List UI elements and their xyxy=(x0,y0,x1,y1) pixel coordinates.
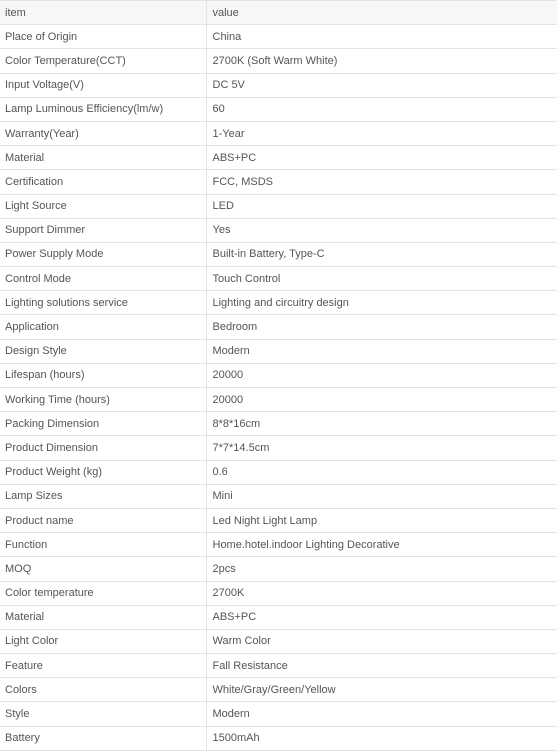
row-value-cell: Mini xyxy=(206,484,557,508)
row-item-cell: Support Dimmer xyxy=(0,218,206,242)
row-item-cell: Material xyxy=(0,605,206,629)
table-row xyxy=(0,605,557,629)
row-value-cell: Modern xyxy=(206,702,557,726)
row-value-cell: 2700K (Soft Warm White) xyxy=(206,49,557,73)
row-value-cell: DC 5V xyxy=(206,73,557,97)
column-header-value: value xyxy=(206,1,557,25)
row-value-cell: 2pcs xyxy=(206,557,557,581)
row-value-cell: LED xyxy=(206,194,557,218)
row-value-cell: ABS+PC xyxy=(206,146,557,170)
row-item-cell: Battery xyxy=(0,726,206,750)
row-item-cell: Input Voltage(V) xyxy=(0,73,206,97)
row-value-cell: 8*8*16cm xyxy=(206,412,557,436)
row-value-cell: ABS+PC xyxy=(206,605,557,629)
row-item-cell: Material xyxy=(0,146,206,170)
row-item-cell: Lamp Sizes xyxy=(0,484,206,508)
row-item-cell: Warranty(Year) xyxy=(0,121,206,145)
row-value-cell: Led Night Light Lamp xyxy=(206,508,557,532)
table-row xyxy=(0,484,557,508)
row-item-cell: Lighting solutions service xyxy=(0,291,206,315)
row-item-cell: Light Source xyxy=(0,194,206,218)
row-value-cell: 1500mAh xyxy=(206,726,557,750)
row-item-cell: Control Mode xyxy=(0,267,206,291)
column-header-item: item xyxy=(0,1,206,25)
row-item-cell: Feature xyxy=(0,654,206,678)
table-row xyxy=(0,533,557,557)
row-item-cell: Product name xyxy=(0,508,206,532)
table-row xyxy=(0,460,557,484)
row-item-cell: Color temperature xyxy=(0,581,206,605)
table-row xyxy=(0,654,557,678)
row-value-cell: 1-Year xyxy=(206,121,557,145)
row-item-cell: Packing Dimension xyxy=(0,412,206,436)
table-header-row xyxy=(0,1,557,25)
row-item-cell: Certification xyxy=(0,170,206,194)
table-row xyxy=(0,121,557,145)
row-value-cell: Warm Color xyxy=(206,629,557,653)
table-row xyxy=(0,412,557,436)
table-row xyxy=(0,97,557,121)
table-row xyxy=(0,436,557,460)
table-row xyxy=(0,73,557,97)
table-row xyxy=(0,581,557,605)
row-value-cell: China xyxy=(206,25,557,49)
row-item-cell: Style xyxy=(0,702,206,726)
row-value-cell: 60 xyxy=(206,97,557,121)
row-value-cell: Built-in Battery, Type-C xyxy=(206,242,557,266)
row-value-cell: Bedroom xyxy=(206,315,557,339)
table-row xyxy=(0,315,557,339)
table-row xyxy=(0,267,557,291)
table-row xyxy=(0,702,557,726)
table-row xyxy=(0,146,557,170)
table-row xyxy=(0,49,557,73)
row-item-cell: Product Dimension xyxy=(0,436,206,460)
row-value-cell: 0.6 xyxy=(206,460,557,484)
table-row xyxy=(0,339,557,363)
row-item-cell: Lifespan (hours) xyxy=(0,363,206,387)
row-value-cell: Modern xyxy=(206,339,557,363)
row-value-cell: Yes xyxy=(206,218,557,242)
row-item-cell: Design Style xyxy=(0,339,206,363)
row-value-cell: White/Gray/Green/Yellow xyxy=(206,678,557,702)
row-value-cell: 20000 xyxy=(206,388,557,412)
row-item-cell: Light Color xyxy=(0,629,206,653)
table-row xyxy=(0,557,557,581)
row-value-cell: Touch Control xyxy=(206,267,557,291)
table-row xyxy=(0,218,557,242)
row-value-cell: Home.hotel.indoor Lighting Decorative xyxy=(206,533,557,557)
table-row xyxy=(0,170,557,194)
row-value-cell: Lighting and circuitry design xyxy=(206,291,557,315)
row-item-cell: Function xyxy=(0,533,206,557)
row-value-cell: 2700K xyxy=(206,581,557,605)
row-item-cell: Colors xyxy=(0,678,206,702)
row-item-cell: Application xyxy=(0,315,206,339)
table-row xyxy=(0,291,557,315)
row-item-cell: Place of Origin xyxy=(0,25,206,49)
row-value-cell: 20000 xyxy=(206,363,557,387)
table-row xyxy=(0,242,557,266)
table-row xyxy=(0,194,557,218)
table-row xyxy=(0,25,557,49)
table-row xyxy=(0,629,557,653)
row-value-cell: Fall Resistance xyxy=(206,654,557,678)
table-body xyxy=(0,25,557,751)
row-item-cell: MOQ xyxy=(0,557,206,581)
table-row xyxy=(0,726,557,750)
row-value-cell: FCC, MSDS xyxy=(206,170,557,194)
table-row xyxy=(0,388,557,412)
row-value-cell: 7*7*14.5cm xyxy=(206,436,557,460)
row-item-cell: Lamp Luminous Efficiency(lm/w) xyxy=(0,97,206,121)
row-item-cell: Product Weight (kg) xyxy=(0,460,206,484)
row-item-cell: Power Supply Mode xyxy=(0,242,206,266)
table-row xyxy=(0,678,557,702)
row-item-cell: Color Temperature(CCT) xyxy=(0,49,206,73)
table-row xyxy=(0,363,557,387)
table-row xyxy=(0,508,557,532)
row-item-cell: Working Time (hours) xyxy=(0,388,206,412)
